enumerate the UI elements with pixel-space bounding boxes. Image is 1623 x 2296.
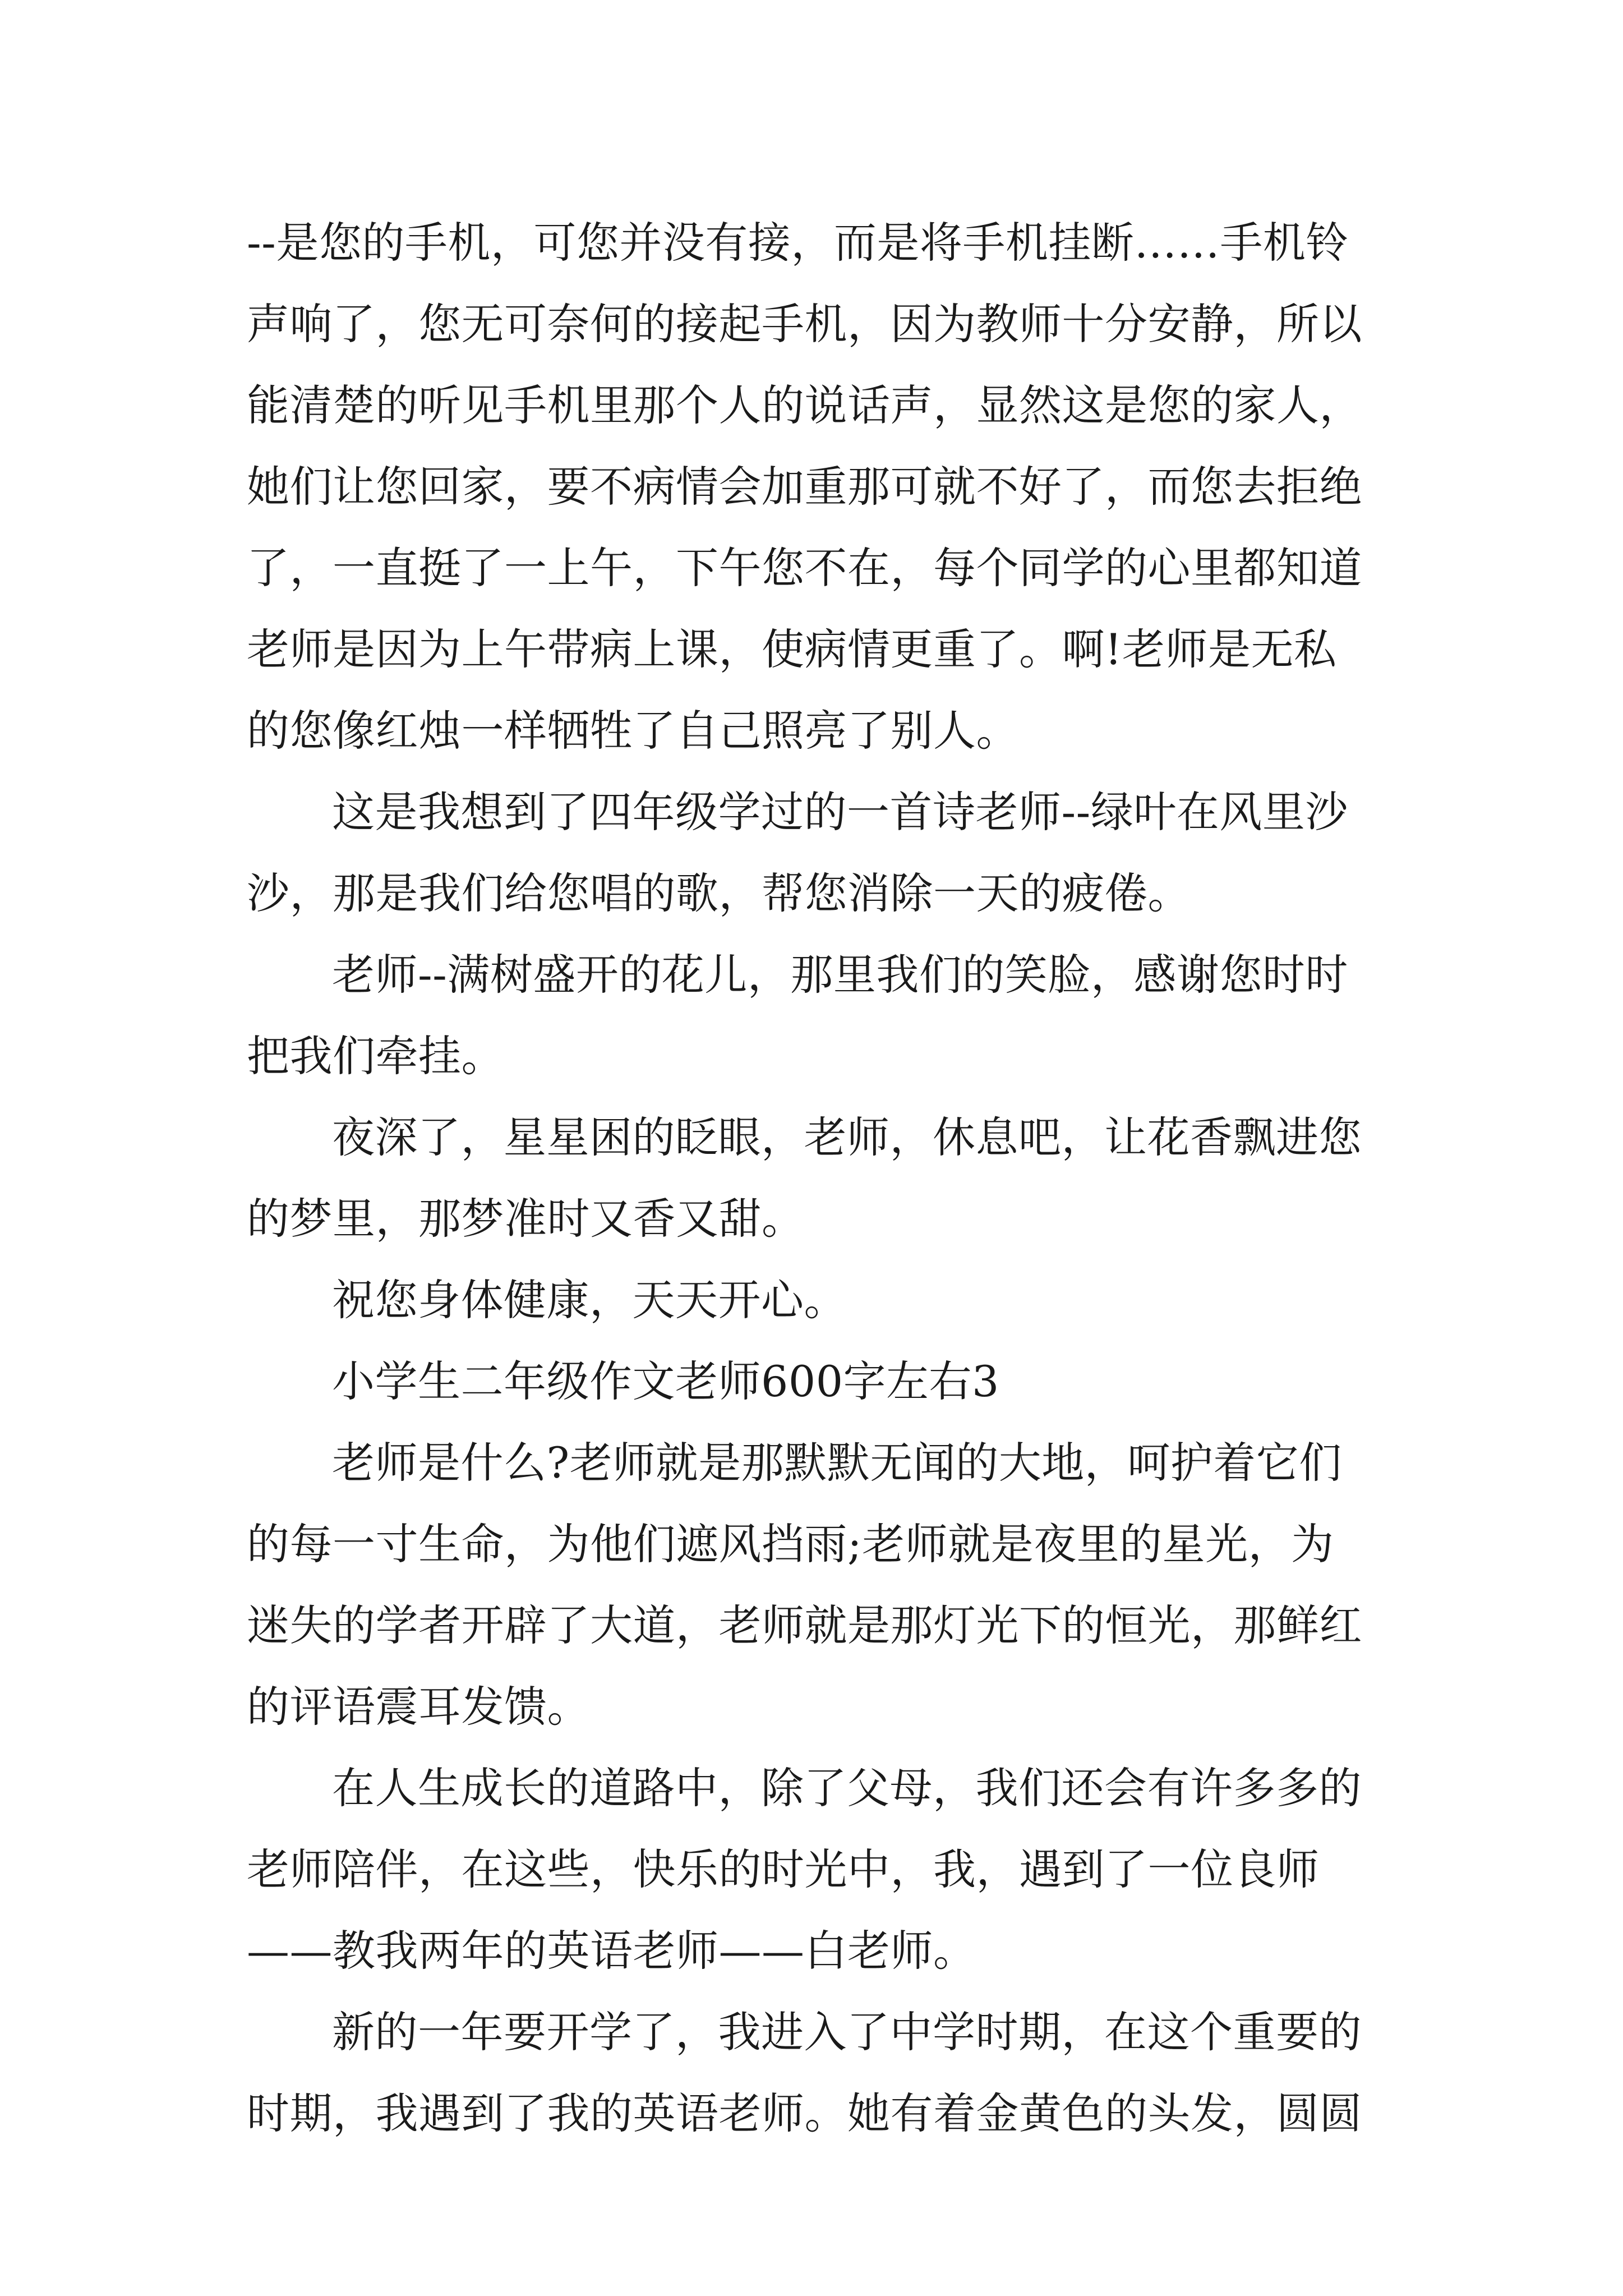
text-line: 能清楚的听见手机里那个人的说话声，显然这是您的家人， <box>247 380 1362 430</box>
paragraph-start-line: 在人生成长的道路中，除了父母，我们还会有许多多的 <box>332 1763 1362 1813</box>
text-line: 的每一寸生命，为他们遮风挡雨;老师就是夜里的星光，为 <box>247 1519 1334 1569</box>
section-heading: 小学生二年级作文老师600字左右3 <box>332 1356 999 1406</box>
body-text <box>247 202 1391 2154</box>
text-line: 沙，那是我们给您唱的歌，帮您消除一天的疲倦。 <box>247 868 1191 918</box>
paragraph-start-line: 新的一年要开学了，我进入了中学时期，在这个重要的 <box>332 2007 1362 2057</box>
paragraph-start-line: 老师--满树盛开的花儿，那里我们的笑脸，感谢您时时 <box>332 950 1348 1000</box>
text-line: 的梦里，那梦准时又香又甜。 <box>247 1194 805 1244</box>
paragraph-start-line: 祝您身体健康，天天开心。 <box>332 1275 847 1325</box>
text-line: 的评语震耳发馈。 <box>247 1682 590 1732</box>
text-line: 老师是因为上午带病上课，使病情更重了。啊!老师是无私 <box>247 624 1337 674</box>
text-line: 她们让您回家，要不病情会加重那可就不好了，而您去拒绝 <box>247 462 1362 512</box>
text-line: 了，一直挺了一上午，下午您不在，每个同学的心里都知道 <box>247 543 1362 593</box>
text-line: ——教我两年的英语老师——白老师。 <box>247 1926 976 1976</box>
text-line: 迷失的学者开辟了大道，老师就是那灯光下的恒光，那鲜红 <box>247 1600 1362 1650</box>
text-line: 时期，我遇到了我的英语老师。她有着金黄色的头发，圆圆 <box>247 2088 1362 2138</box>
text-line: 老师陪伴，在这些，快乐的时光中，我，遇到了一位良师 <box>247 1844 1320 1894</box>
text-line: 的您像红烛一样牺牲了自己照亮了别人。 <box>247 706 1019 756</box>
text-line: 声响了，您无可奈何的接起手机，因为教师十分安静，所以 <box>247 299 1362 349</box>
text-line: --是您的手机，可您并没有接，而是将手机挂断……手机铃 <box>247 218 1349 268</box>
paragraph-start-line: 夜深了，星星困的眨眼，老师，休息吧，让花香飘进您 <box>332 1112 1362 1162</box>
text-line: 把我们牵挂。 <box>247 1031 504 1081</box>
paragraph-start-line: 老师是什么?老师就是那默默无闻的大地，呵护着它们 <box>332 1438 1342 1488</box>
paragraph-start-line: 这是我想到了四年级学过的一首诗老师--绿叶在风里沙 <box>332 787 1348 837</box>
